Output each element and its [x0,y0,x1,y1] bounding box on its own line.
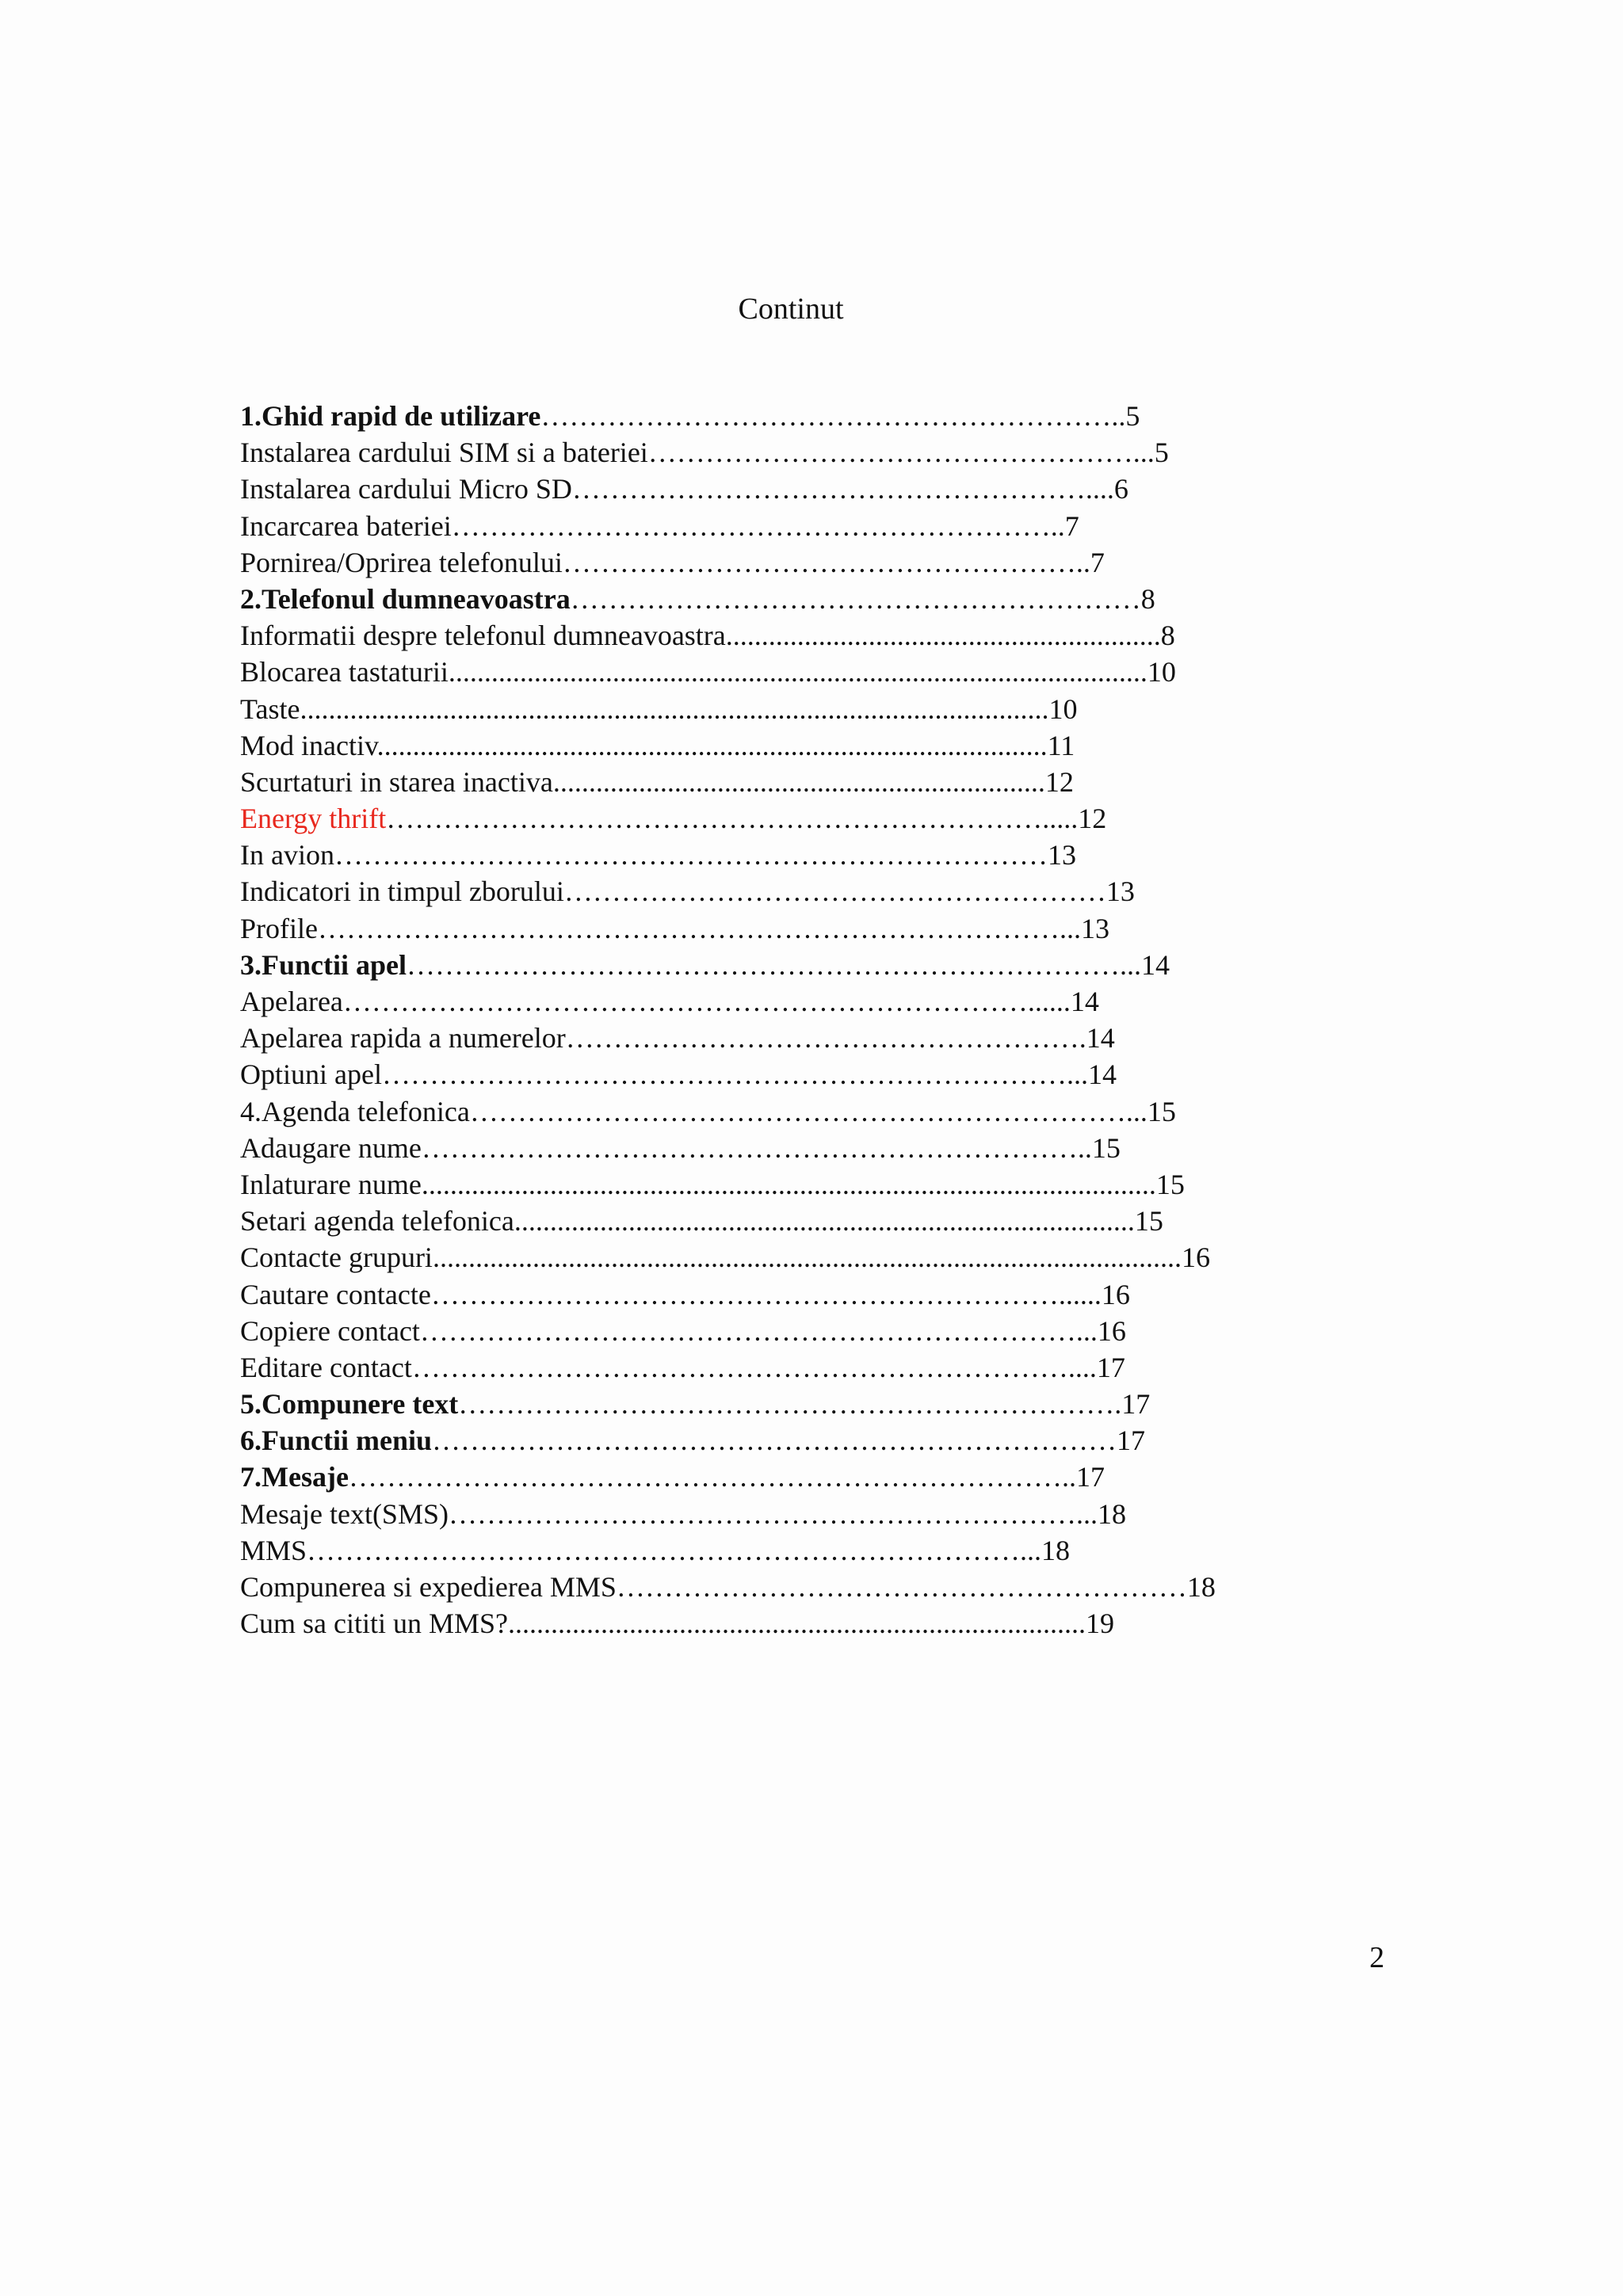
toc-entry [240,508,1350,544]
toc-entry-leader: ……………………………………………………………... [469,1095,1148,1127]
toc-entry [240,654,1350,690]
toc-entry [240,1349,1350,1386]
toc-entry-leader: ………………………………………………… [563,875,1106,908]
toc-entry-leader: .............................................................................................. [376,729,1048,761]
toc-entry-leader: ……………………………………………………………. [458,1388,1122,1421]
page-number: 2 [1369,1941,1384,1974]
toc-entry [240,434,1350,471]
toc-entry-page: 14 [1141,948,1170,981]
toc-entry-title: Incarcarea bateriei [240,509,452,542]
toc-entry [240,1166,1350,1203]
toc-entry [240,544,1350,581]
toc-entry-title: MMS [240,1534,307,1566]
toc-entry-title: Apelarea rapida a numerelor [240,1022,566,1055]
toc-entry-page: 15 [1155,1168,1185,1200]
toc-entry-leader: …………………………………………………………... [448,1497,1098,1530]
toc-entry-title: Blocarea tastaturii [240,656,449,688]
toc-entry [240,910,1350,947]
toc-entry-leader: …………………………………………………………………... [407,948,1142,981]
toc-entry-title: Compunerea si expedierea MMS [240,1571,617,1603]
toc-entry-page: 10 [1147,656,1176,688]
toc-entry-page: 18 [1041,1534,1071,1566]
toc-entry-page: 13 [1080,912,1109,944]
toc-entry [240,471,1350,507]
toc-entry-title: 6.Functii meniu [240,1425,433,1457]
toc-entry-leader: ……………………………………………….... [571,473,1114,505]
toc-entry-leader: ............................................................. [725,620,1161,652]
toc-entry-title: Instalarea cardului Micro SD [240,473,572,505]
toc-entry [240,1386,1350,1422]
toc-entry [240,1203,1350,1239]
toc-entry-page: 19 [1086,1608,1115,1640]
toc-entry-title: Editare contact [240,1351,412,1383]
toc-entry-title: 4.Agenda telefonica [240,1095,470,1127]
toc-entry [240,1020,1350,1056]
toc-entry-leader: …………………………………………………………….. [421,1131,1092,1164]
toc-entry-title: Mesaje text(SMS) [240,1497,449,1530]
toc-entry-leader: ..................................................................... [552,765,1045,798]
toc-entry-leader: ……………………………………………………………… [432,1425,1117,1457]
toc-entry [240,581,1350,617]
toc-entry-page: 7 [1090,546,1105,578]
toc-entry-page: 17 [1075,1461,1105,1493]
toc-entry-title: 7.Mesaje [240,1461,349,1493]
toc-entry-title: Profile [240,912,318,944]
toc-entry-page: 12 [1044,765,1074,798]
toc-entry-leader: …………………………………………………… [616,1571,1187,1603]
toc-entry [240,1056,1350,1093]
toc-entry-page: 15 [1134,1205,1163,1238]
toc-entry [240,1130,1350,1166]
toc-entry-page: 17 [1096,1351,1125,1383]
toc-entry-page: 16 [1101,1278,1130,1310]
toc-entry-title: Setari agenda telefonica [240,1205,514,1238]
toc-entry [240,1276,1350,1313]
toc-entry-page: 8 [1160,620,1175,652]
toc-entry-leader: ……………………………………………………………... [419,1314,1098,1347]
toc-entry-page: 11 [1047,729,1075,761]
toc-entry-title: Optiuni apel [240,1058,382,1091]
toc-entry [240,983,1350,1020]
toc-entry-title: Scurtaturi in starea inactiva [240,765,553,798]
toc-entry-title: Instalarea cardului SIM si a bateriei [240,437,648,469]
toc-entry [240,398,1350,434]
toc-entry [240,1496,1350,1532]
toc-entry-title: Cautare contacte [240,1278,431,1310]
toc-entry-page: 5 [1125,400,1140,432]
toc-entry-page: 14 [1070,986,1099,1017]
toc-entry-leader: …………………………………………………………….... [411,1351,1097,1383]
toc-entry-leader: ………………………………………………. [565,1022,1086,1055]
toc-entry-leader: …………………………………………………………………... [307,1534,1042,1566]
toc-entry [240,1569,1350,1605]
toc-entry-title: 5.Compunere text [240,1388,459,1421]
toc-entry-page: 14 [1087,1058,1117,1091]
table-of-contents [240,398,1350,1642]
toc-entry-title: Copiere contact [240,1314,420,1347]
toc-entry [240,691,1350,727]
toc-entry [240,1239,1350,1276]
toc-entry-page: 10 [1048,692,1078,725]
toc-entry-leader: ………………………………………………………………….. [348,1461,1076,1493]
toc-entry [240,1093,1350,1130]
toc-entry-page: 18 [1186,1571,1216,1603]
toc-entry-title: Contacte grupuri [240,1241,433,1274]
toc-entry-leader: ......................................................................................................... [300,692,1049,725]
toc-entry-page: 17 [1121,1388,1151,1421]
toc-entry [240,1459,1350,1495]
toc-entry-title: Energy thrift [240,803,387,835]
toc-entry-title: Inlaturare nume [240,1168,422,1200]
page-title: Continut [738,292,844,326]
toc-entry-title: In avion [240,839,334,871]
toc-entry-title: Adaugare nume [240,1131,422,1164]
toc-entry-page: 14 [1086,1022,1115,1055]
toc-entry-title: Informatii despre telefonul dumneavoastra [240,620,726,652]
toc-entry-leader: .................................................................................................. [448,656,1148,688]
toc-entry-title: Cum sa cititi un MMS? [240,1608,509,1640]
toc-entry-leader: …………………………………………………….. [540,400,1126,432]
toc-entry-page: 7 [1064,509,1079,542]
toc-entry-leader: ……………………………………………... [647,437,1155,469]
toc-entry-leader: ……………………………………………………….. [451,509,1065,542]
toc-entry-leader: ………………………………………………………………… [334,839,1048,871]
toc-entry-title: Taste [240,692,300,725]
toc-entry-title: Mod inactiv [240,729,377,761]
toc-entry-title: Pornirea/Oprirea telefonului [240,546,563,578]
toc-entry-leader: ……………………………………………………………………... [317,912,1081,944]
toc-entry-page: 12 [1078,803,1107,835]
toc-entry-page: 18 [1097,1497,1126,1530]
toc-entry-page: 16 [1097,1314,1126,1347]
toc-entry-title: Apelarea [240,986,343,1017]
toc-entry-page: 16 [1181,1241,1210,1274]
toc-entry-title: 3.Functii apel [240,948,407,981]
toc-entry-page: 13 [1047,839,1076,871]
toc-entry-title: 1.Ghid rapid de utilizare [240,400,541,432]
toc-entry-page: 15 [1147,1095,1176,1127]
toc-entry-leader: …………………………………………………………...... [430,1278,1102,1310]
toc-entry-leader: ………………………………………………………………...... [342,986,1071,1017]
toc-entry-page: 15 [1091,1131,1121,1164]
toc-entry-page: 5 [1154,437,1169,469]
toc-entry [240,764,1350,800]
toc-entry-leader: ……………………………………………….. [562,546,1090,578]
toc-entry [240,1605,1350,1642]
toc-entry-leader: ………………………………………………………………... [381,1058,1088,1091]
toc-entry [240,1532,1350,1569]
toc-entry [240,873,1350,910]
toc-entry-leader: ....................................................................................... [514,1205,1135,1238]
toc-entry-title: 2.Telefonul dumneavoastra [240,582,571,615]
toc-entry-page: 17 [1117,1425,1146,1457]
toc-entry-leader: ……………………………………………………………..... [386,803,1079,835]
toc-entry [240,727,1350,764]
toc-entry [240,1313,1350,1349]
toc-entry-leader: ....................................................................................................... [421,1168,1156,1200]
toc-entry [240,837,1350,873]
toc-entry [240,800,1350,837]
toc-entry [240,617,1350,654]
toc-entry-title: Indicatori in timpul zborului [240,875,564,908]
toc-entry-page: 8 [1140,582,1155,615]
toc-entry-leader: …………………………………………………… [570,582,1141,615]
toc-entry-leader: ......................................................................................................... [432,1241,1182,1274]
toc-entry-page: 13 [1106,875,1135,908]
toc-entry-page: 6 [1113,473,1128,505]
toc-entry [240,1422,1350,1459]
toc-entry-leader: ................................................................................. [508,1608,1086,1640]
toc-entry [240,947,1350,983]
